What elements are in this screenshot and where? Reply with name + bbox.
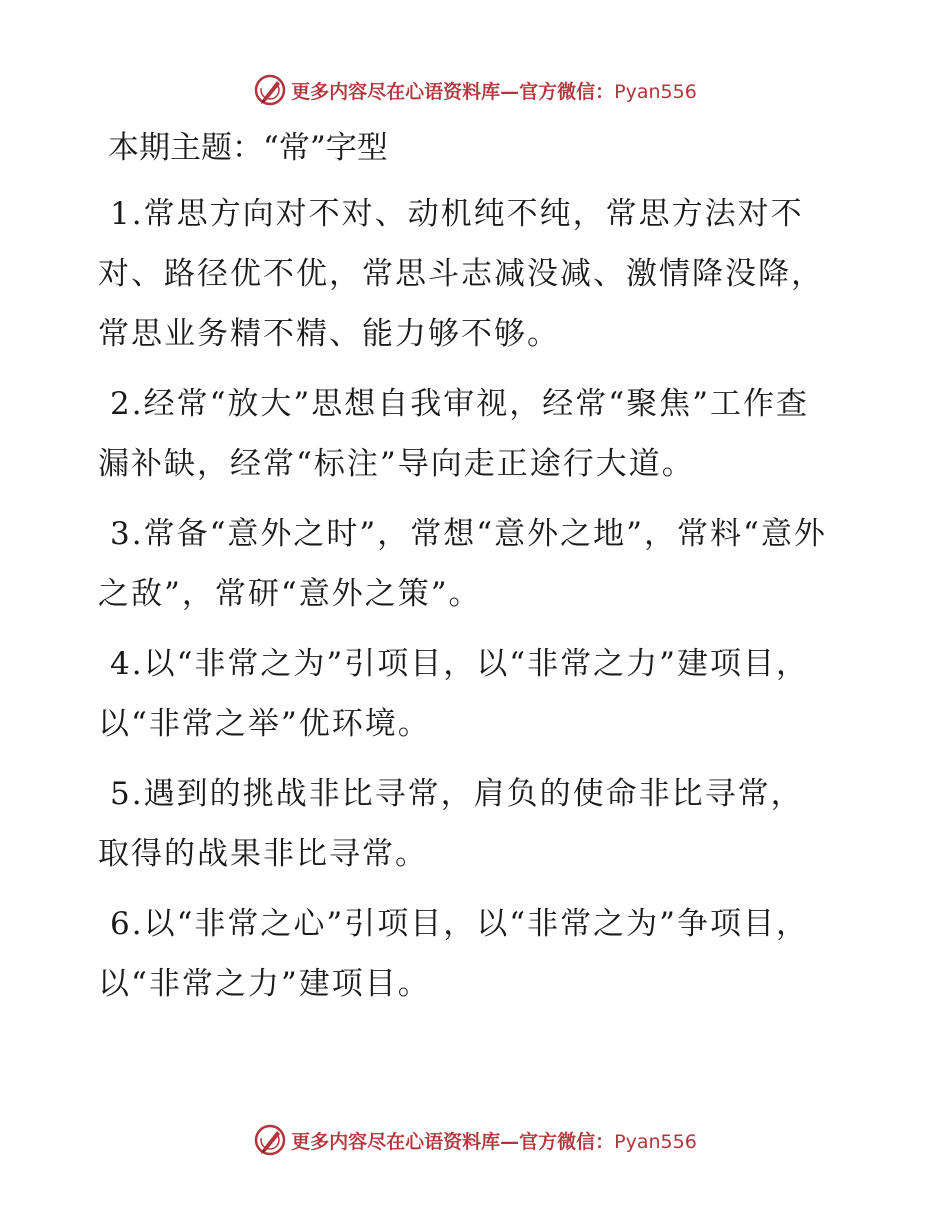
list-item-5: 5.遇到的挑战非比寻常，肩负的使命非比寻常，取得的战果非比寻常。 xyxy=(98,776,804,872)
watermark-text: 更多内容尽在心语资料库—官方微信：Pyan556 xyxy=(291,1130,697,1153)
list-item-2: 2.经常“放大”思想自我审视，经常“聚焦”工作查漏补缺，经常“标注”导向走正途行大道。 xyxy=(98,386,809,482)
header-watermark xyxy=(0,70,950,110)
document-body xyxy=(98,122,836,1024)
watermark-text: 更多内容尽在心语资料库—官方微信：Pyan556 xyxy=(291,80,697,103)
footer-watermark xyxy=(0,1120,950,1160)
list-item-4: 4.以“非常之为”引项目，以“非常之力”建项目，以“非常之举”优环境。 xyxy=(98,646,809,742)
pen-logo-icon xyxy=(253,1123,287,1157)
list-item-6: 6.以“非常之心”引项目，以“非常之为”争项目，以“非常之力”建项目。 xyxy=(98,906,809,1002)
watermark-handle: Pyan556 xyxy=(614,80,697,103)
document-title: 本期主题：“常”字型 xyxy=(108,130,388,166)
watermark-handle: Pyan556 xyxy=(614,1130,697,1153)
list-item-1: 1.常思方向对不对、动机纯不纯，常思方法对不对、路径优不优，常思斗志减没减、激情降没降，常思业务精不精、能力够不够。 xyxy=(98,196,824,352)
list-item-3: 3.常备“意外之时”，常想“意外之地”，常料“意外之敌”，常研“意外之策”。 xyxy=(98,516,827,612)
pen-logo-icon xyxy=(253,73,287,107)
